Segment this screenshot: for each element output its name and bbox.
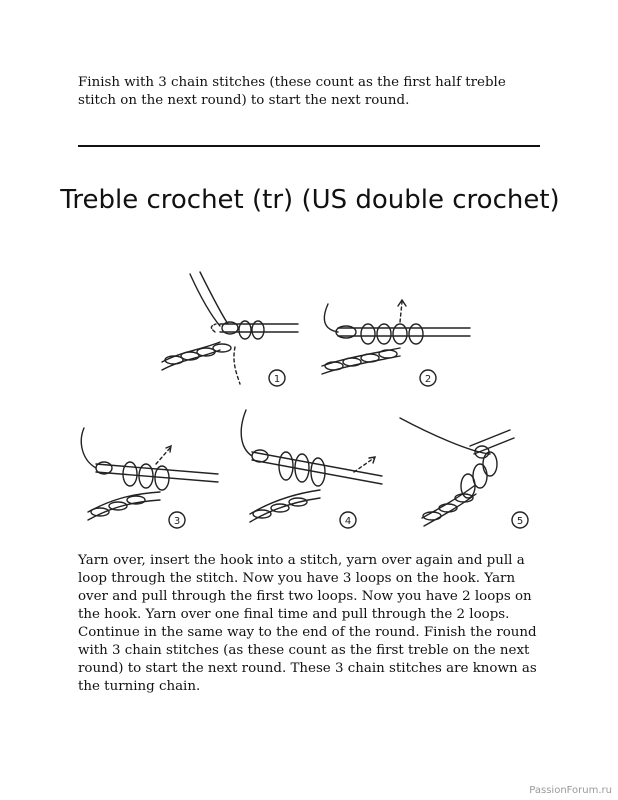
step-5-illustration <box>400 418 514 526</box>
section-title: Treble crochet (tr) (US double crochet) <box>60 185 560 215</box>
svg-text:5: 5 <box>516 516 524 527</box>
step-2-illustration <box>322 300 470 374</box>
step-3-illustration <box>81 428 218 520</box>
svg-text:4: 4 <box>344 516 352 527</box>
step-1-illustration <box>162 272 298 384</box>
svg-text:3: 3 <box>173 516 181 527</box>
svg-text:1: 1 <box>273 374 281 385</box>
svg-text:2: 2 <box>424 374 432 385</box>
instructions-paragraph: Yarn over, insert the hook into a stitch, yarn over again and pull a loop through the stitch. Now you have 3 loops on the hook. Yarn over and pull through the first two loops. Now you have 2 loops on the hook. Yarn over one final time and pull through the 2 loops. Continue in the same way to the end of the round. Finish the round with 3 chain stitches (as these count as the first treble on the next round) to start the next round. These 3 chain stitches are known as the turning chain. <box>78 553 537 694</box>
watermark: PassionForum.ru <box>529 785 612 796</box>
step-4-illustration <box>241 410 382 522</box>
section-divider <box>78 145 540 147</box>
intro-paragraph: Finish with 3 chain stitches (these count as the first half treble stitch on the next round) to start the next round. <box>78 75 506 108</box>
crochet-steps-diagram <box>70 262 550 540</box>
